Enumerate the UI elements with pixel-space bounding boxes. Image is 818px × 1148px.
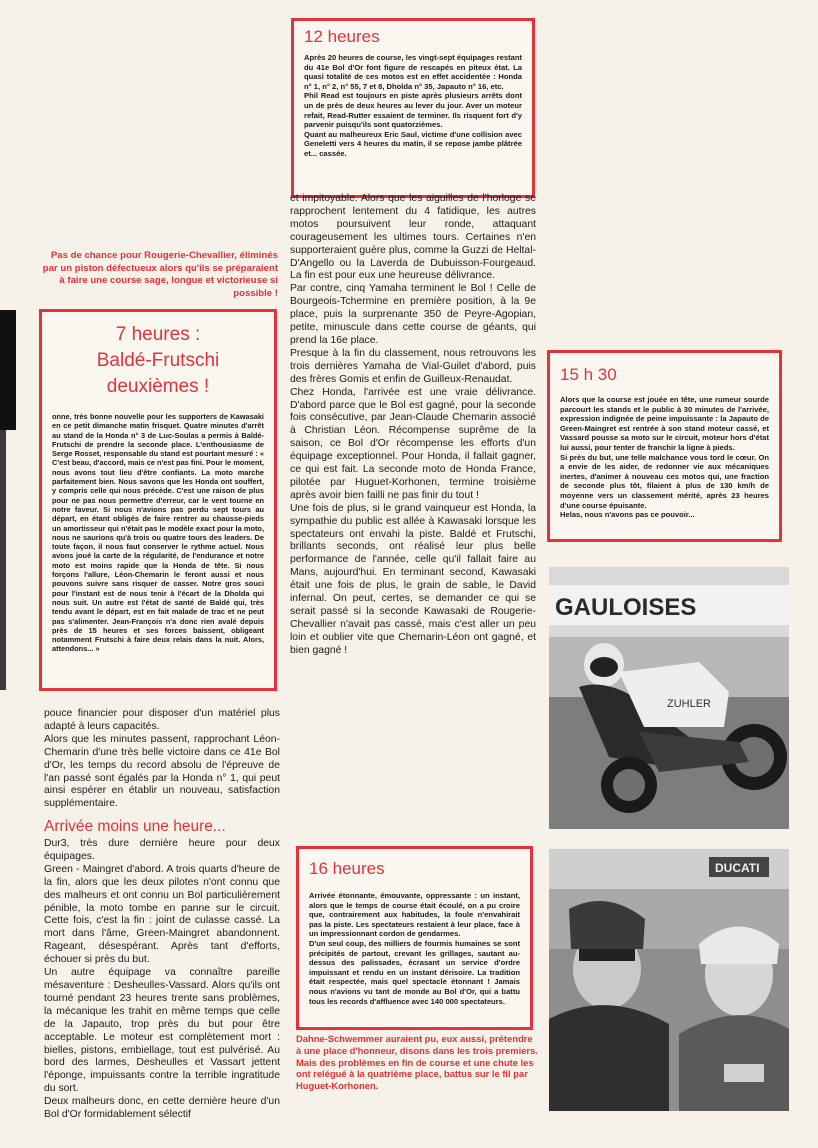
caption-dahne-schwemmer: Dahne-Schwemmer auraient pu, eux aussi, prétendre à une place d'honneur, disons dans les trois premiers. Mais des problèmes en fin de course et une chute les ont relégué à la quatrième place, battus sur le fil par Huguet-Korhonen. [296, 1033, 538, 1092]
photo-riders-portrait [549, 849, 789, 1111]
box-16-heures [296, 846, 533, 1030]
box-12-heures [291, 18, 535, 198]
box-16-heures-body: Arrivée étonnante, émouvante, oppressante : un instant, alors que le temps de course était écoulé, on a pu croire que, contrairement aux habitudes, la foule n'envahirait pas la piste. Les spectateurs restaient à leur place, face à un impressionnant cordon de gendarmes. D'un seul coup, des milliers de fourmis humaines se sont précipités de partout, crevant les grillages, sautant au-dessus des palissades, écrasant un service d'ordre impuissant et rendu en un instant dérisoire. La tradition était respectée, mais quel spectacle étonnant ! Jamais nous n'avions vu tant de monde au Bol d'Or, qui a battu tous les records d'affluence avec 140 000 spectateurs. [309, 891, 520, 1006]
photo-riders-graphic [549, 849, 789, 1111]
box-7-heures [39, 309, 277, 691]
box-7-heures-body: onne, très bonne nouvelle pour les supporters de Kawasaki en ce petit dimanche matin frisquet. Quatre minutes d'arrêt au stand de la Honda n° 3 de Luc-Soulas a permis à Baldé-Frutschi de prendre la seconde place. L'enthousiasme de Serge Rosset, responsable du stand est pourtant mesuré : « C'est beau, d'accord, mais ce n'est pas fini. Pour le moment, nous avons tout lieu d'être confiants. La moto marche parfaitement bien. Nous savons que les Honda ont souffert, y compris celle qui nous précède. C'est une raison de plus pour ne pas nous permettre d'erreur, car le vent tourne en notre faveur. Si nous n'avions pas perdu sept tours au départ, en étant obligés de faire rentrer au chausse-pieds un amortisseur qui n'était pas le modèle exact pour la moto, nous ne saurions qu'à trois ou quatre tours des leaders. De toute façon, il nous faut conserver le rythme actuel. Nous avons joué la carte de la régularité, de l'endurance et notre moto est moins rapide que la Honda de tête. Si nous forçons l'allure, Léon-Chemarin le feront aussi et nous pouvons suivre sans risquer de casser. Notre gros souci pour l'instant est de nous tenir à l'écart de la Dholda qui nous suit. Un autre est l'état de santé de Baldé qui, très tendu avant le départ, est en fait malade de trac et ne peut pas s'alimenter. Jean-François n'a donc rien avalé depuis près de 15 heures et ses forces baissent, obligeant notamment Frutschi à faire deux relais dans la nuit. Alors, attendons... » [52, 412, 264, 654]
box-15h30-body: Alors que la course est jouée en tête, une rumeur sourde parcourt les stands et le public à 30 minutes de l'arrivée, expression indignée de peine impuissante : la Japauto de Green-Maingret est rentrée à son stand moteur cassé, et Vassard pousse sa moto sur le circuit, moteur hors d'état lui aussi, pour tenter de franchir la ligne à pieds. Si près du but, une telle malchance vous tord le cœur. On a envie de les aider, de redonner vie aux mécaniques inertes, d'animer à nouveau ces motos qui, une fraction de seconde plus tôt, filaient à plus de 130 km/h de moyenne vers un classement mérité, après 23 heures d'une course épuisante. Helas, nous n'avons pas ce pouvoir... [560, 395, 769, 520]
photo-fairing-text: ZUHLER [667, 698, 712, 710]
box-12-heures-title: 12 heures [304, 27, 380, 46]
box-16-heures-title: 16 heures [309, 859, 385, 878]
photo-sign-text: DUCATI [715, 861, 760, 875]
page-edge-tab [0, 310, 16, 430]
heading-arrivee-moins-une-heure: Arrivée moins une heure... [44, 818, 226, 835]
box-7-heures-title: 7 heures : Baldé-Frutschi deuxièmes ! [96, 324, 220, 397]
box-15h30-title: 15 h 30 [560, 365, 617, 384]
photo-motorcycle-racer [549, 567, 789, 829]
photo-banner-text: GAULOISES [555, 594, 697, 621]
page-edge-strip [0, 430, 6, 690]
caption-rougerie: Pas de chance pour Rougerie-Chevallier, éliminés par un piston défectueux alors qu'ils se préparaient à faire une course sage, longue et victorieuse si possible ! [42, 250, 278, 299]
box-15h30 [547, 350, 782, 542]
article-middle-column: et impitoyable. Alors que les aiguilles de l'horloge se rapprochent lentement du 4 fatidique, les autres motos poursuivent leur ronde, attaquant courageusement les ultimes tours. Certaines n'en supporteraient guère plus, comme la Guzzi de Heltal-D'Angello ou la Laverda de Dubuisson-Fourgeaud. La fin est pour eux une heureuse délivrance. Par contre, cinq Yamaha terminent le Bol ! Celle de Bourgeois-Tchermine en première position, à la 9e place, puis la surprenante 350 de Peyre-Agopian, petite, minuscule dans cette course de géants, qui prend la 16e place. Presque à la fin du classement, nous retrouvons les trois dernières Yamaha de Vial-Guilet d'abord, puis des frères Gomis et enfin de Guilleux-Renaudat. Chez Honda, l'arrivée est une vraie délivrance. D'abord parce que le Bol est gagné, pour la seconde fois consécutive, par Jean-Claude Chemarin associé à Christian Léon. Récompense suprême de la saison, ce Bol d'Or récompense les efforts d'un équipage exceptionnel. Pour Honda, il fallait gagner, ce qui est fait. La seconde moto de Honda France, pilotée par Huguet-Korhonen, termine troisième après avoir bien failli ne pas finir du tout ! Une fois de plus, si le grand vainqueur est Honda, la sympathie du public est allée à Kawasaki lorsque les spectateurs ont envahi la piste. Baldé et Frutschi, brillants seconds, ont réalisé leur plus belle performance de l'année, celle qu'il fallait faire au Mans, aujourd'hui. En terminant second, Kawasaki était une fois de plus, le grain de sable, le David infernal. On peut, certes, se demander ce qui se serait passé si la seconde Kawasaki de Rougerie-Chevallier n'avait pas cassé, mais c'est aller un peu loin et oublier vite que Chemarin-Léon ont gagné, et bien gagné ! [290, 193, 536, 656]
photo-motorcycle-graphic [549, 567, 789, 829]
article-left-column-lower: Dur3, très dure dernière heure pour deux équipages. Green - Maingret d'abord. A trois quarts d'heure de la fin, alors que les deux pilotes n'ont connu que des malheurs et ont connu un Bol particulièrement pénible, la moto tombe en panne sur le circuit. Cette fois, c'est la fin : joint de culasse cassé. La mort dans l'âme, Green-Maingret abandonnent. Rageant, désespérant. Après tant d'efforts, échouer si près du but. Un autre équipage va connaître pareille mésaventure : Desheulles-Vassard. Alors qu'ils ont tourné pendant 23 heures trente sans problèmes, la mécanique les trahit en même temps que celle de la Japauto, trop près du but pour être acceptable. Le moteur est complètement mort : bielles, pistons, embiellage, tout est pulvérisé. Au bord des larmes, Desheulles et Vassart jettent l'éponge, impuissants contre la terrible ingratitude du sort. Deux malheurs donc, en cette dernière heure d'un Bol d'Or formidablement sélectif [44, 838, 280, 1121]
box-12-heures-body: Après 20 heures de course, les vingt-sept équipages restant du 41e Bol d'Or font figure de rescapés en piteux état. La quasi totalité de ces motos est en effet accidentée : Honda n° 1, n° 2, n° 55, 7 et 8, Dholda n° 35, Japauto n° 16, etc. Phil Read est toujours en piste après plusieurs arrêts dont un de près de deux heures au lever du jour. Aver un moteur refait, Read-Rutter essaient de terminer. Ils risquent fort d'y parvenir puisqu'ils sont quatorzièmes. Quant au malheureux Eric Saul, victime d'une collision avec Geneletti vers 4 heures du matin, il se repose jambe plâtrée et... cassée. [304, 53, 522, 158]
article-left-column-upper: pouce financier pour disposer d'un matériel plus adapté à leurs capacités. Alors que les minutes passent, rapprochant Léon-Chemarin d'une très belle victoire dans ce 41e Bol d'Or, les temps du record absolu de l'épreuve de l'an passé sont égalés par la Honda n° 1, qui peut ainsi espérer en établir un nouveau, satisfaction supplémentaire. [44, 708, 280, 810]
